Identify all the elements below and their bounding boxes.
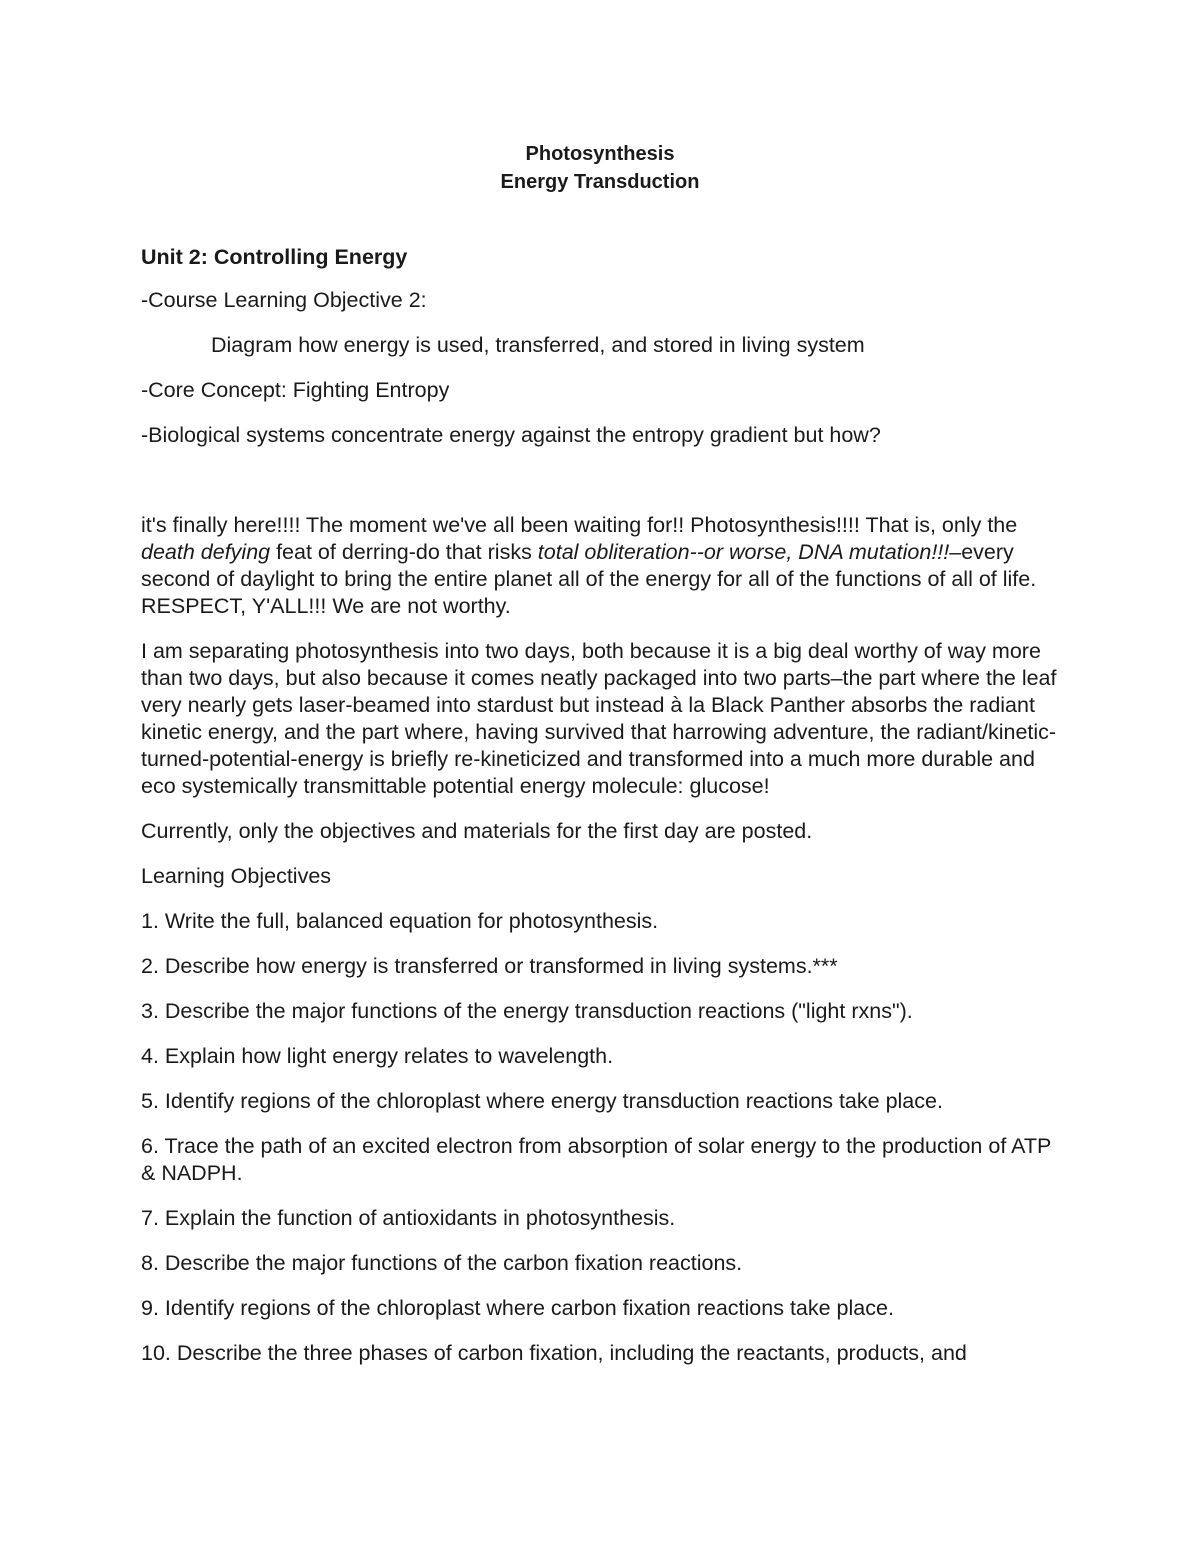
intro-p1-text-2: feat of derring-do that risks — [270, 540, 538, 564]
core-concept: -Core Concept: Fighting Entropy — [141, 378, 450, 402]
spacer — [141, 467, 1061, 512]
course-objective-label: -Course Learning Objective 2: — [141, 288, 427, 312]
objective-item: 4. Explain how light energy relates to wavelength. — [141, 1044, 614, 1068]
intro-p1-text-1: it's finally here!!!! The moment we've all been waiting for!! Photosynthesis!!!! That is, only the — [141, 513, 1018, 537]
document-subtitle: Energy Transduction — [500, 171, 700, 193]
intro-paragraph-1 — [141, 512, 1061, 620]
intro-paragraph-2: I am separating photosynthesis into two days, both because it is a big deal worthy of way more than two days, but also because it comes neatly packaged into two parts–the part where the leaf very nearly gets laser-beamed into stardust but instead à la Black Panther absorbs the radiant kinetic energy, and the part where, having survived that harrowing adventure, the radiant/kinetic-turned-potential-energy is briefly re-kineticized and transformed into a much more durable and eco systemically transmittable potential energy molecule: glucose! — [141, 639, 1057, 798]
title-block — [0, 140, 1200, 196]
intro-p1-emphasis-2: total obliteration--or worse, DNA mutation!!! — [537, 540, 950, 564]
unit-heading: Unit 2: Controlling Energy — [141, 245, 408, 269]
objective-item: 8. Describe the major functions of the carbon fixation reactions. — [141, 1251, 743, 1275]
intro-p1-text-3: –every second of daylight to bring the entire planet all of the energy for all of the functions of all of life. RESPECT, Y'ALL!!! We are not worthy. — [141, 540, 1037, 618]
objective-item: 5. Identify regions of the chloroplast where energy transduction reactions take place. — [141, 1089, 943, 1113]
biological-systems-line: -Biological systems concentrate energy against the entropy gradient but how? — [141, 423, 881, 447]
intro-paragraph-3: Currently, only the objectives and materials for the first day are posted. — [141, 819, 813, 843]
objective-item: 9. Identify regions of the chloroplast where carbon fixation reactions take place. — [141, 1296, 894, 1320]
objectives-heading: Learning Objectives — [141, 864, 332, 888]
intro-p1-emphasis-1: death defying — [141, 540, 271, 564]
objective-item: 3. Describe the major functions of the energy transduction reactions ("light rxns"). — [141, 999, 913, 1023]
objectives-list — [141, 908, 1061, 1367]
objective-item: 6. Trace the path of an excited electron from absorption of solar energy to the production of ATP & NADPH. — [141, 1134, 1051, 1185]
document-title: Photosynthesis — [525, 143, 675, 165]
objective-item: 2. Describe how energy is transferred or transformed in living systems.*** — [141, 954, 838, 978]
objective-item: 7. Explain the function of antioxidants in photosynthesis. — [141, 1206, 676, 1230]
course-objective-text: Diagram how energy is used, transferred, and stored in living system — [211, 333, 865, 357]
objective-item: 10. Describe the three phases of carbon fixation, including the reactants, products, and — [141, 1341, 967, 1365]
objective-item: 1. Write the full, balanced equation for photosynthesis. — [141, 909, 659, 933]
document-body — [141, 244, 1061, 1385]
